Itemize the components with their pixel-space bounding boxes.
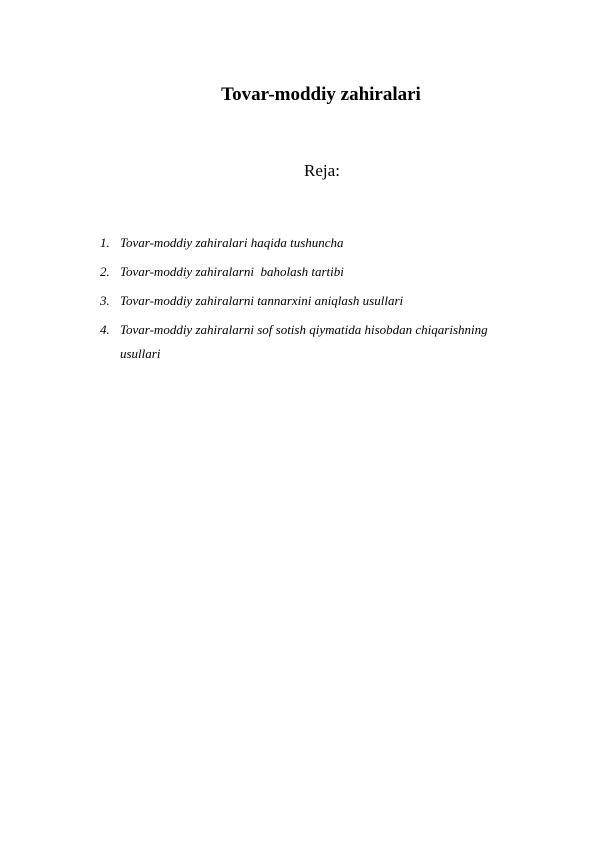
list-item-text: Tovar-moddiy zahiralarni sof sotish qiymatida hisobdan chiqarishning usullari (120, 322, 491, 361)
list-item-number: 3. (100, 293, 110, 308)
list-item (100, 263, 530, 284)
list-item-text: Tovar-moddiy zahiralari haqida tushuncha (120, 235, 344, 250)
list-item (100, 234, 530, 255)
list-item (100, 292, 530, 313)
list-item-number: 1. (100, 235, 110, 250)
list-item-text: Tovar-moddiy zahiralarni baholash tartibi (120, 264, 344, 279)
list-item-number: 4. (100, 322, 110, 337)
plan-heading: Reja: (304, 161, 340, 180)
document-title: Tovar-moddiy zahiralari (221, 84, 421, 105)
list-item (100, 321, 530, 366)
plan-list (100, 234, 530, 374)
list-item-number: 2. (100, 264, 110, 279)
list-item-text: Tovar-moddiy zahiralarni tannarxini aniqlash usullari (120, 293, 404, 308)
